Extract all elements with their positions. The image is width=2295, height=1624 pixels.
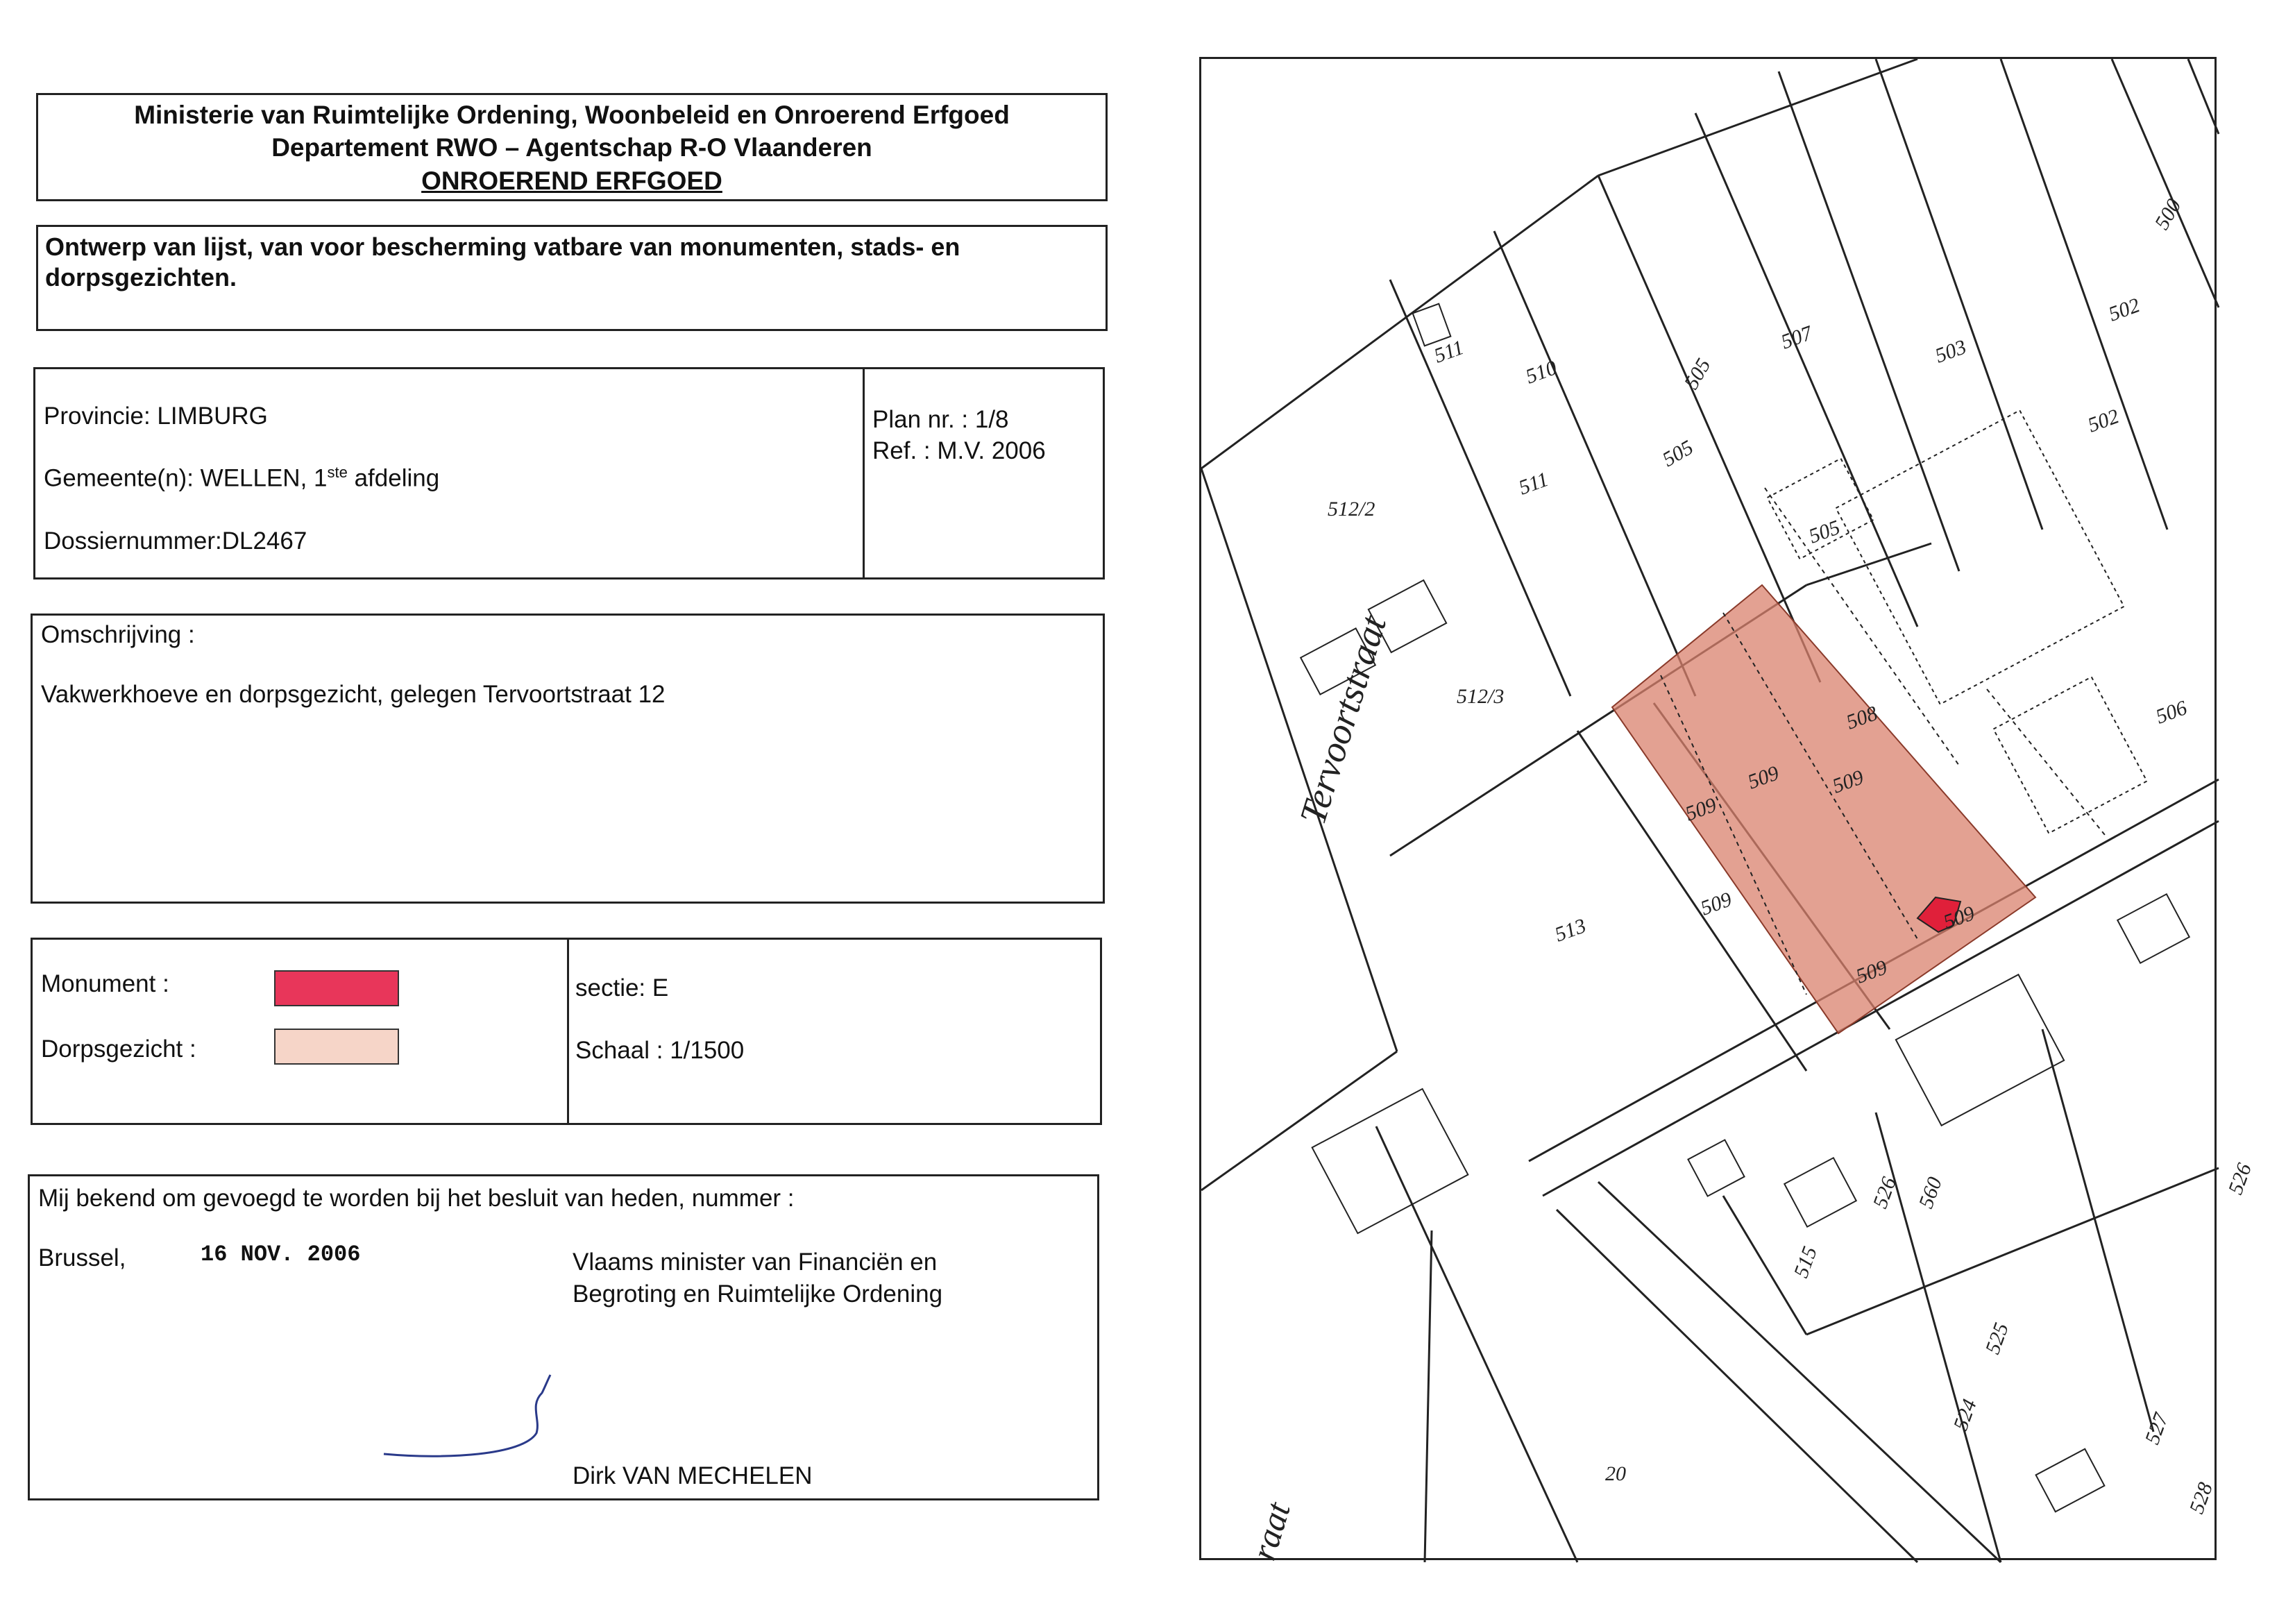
parcel-label: 502 bbox=[2085, 405, 2122, 437]
legend-divider bbox=[567, 940, 569, 1123]
parcel-label: 503 bbox=[1932, 335, 1970, 368]
approval-date: 16 NOV. 2006 bbox=[201, 1242, 361, 1267]
minister-line-1: Vlaams minister van Financiën en bbox=[573, 1249, 938, 1276]
parcel-label: 505 bbox=[1659, 435, 1697, 472]
parcel-label: 512/2 bbox=[1328, 498, 1375, 521]
approval-box bbox=[28, 1174, 1099, 1500]
parcel-label: 509 bbox=[1745, 761, 1782, 794]
parcel-label: 526 bbox=[2224, 1160, 2256, 1198]
monument-swatch bbox=[274, 970, 399, 1006]
parcel-label: 511 bbox=[1516, 467, 1552, 500]
minister-line-2: Begroting en Ruimtelijke Ordening bbox=[573, 1280, 943, 1308]
parcel-label: 507 bbox=[1778, 321, 1815, 354]
header-box bbox=[36, 93, 1108, 201]
parcel-label: 20 bbox=[1605, 1462, 1626, 1485]
parcel-label: 528 bbox=[2185, 1479, 2217, 1517]
parcel-label: 524 bbox=[1949, 1396, 1981, 1434]
parcel-label: 525 bbox=[1981, 1319, 2013, 1357]
minister-name: Dirk VAN MECHELEN bbox=[573, 1462, 813, 1489]
parcel-label: 509 bbox=[1940, 902, 1978, 934]
omschrijving-label: Omschrijving : bbox=[41, 621, 195, 648]
approval-intro: Mij bekend om gevoegd te worden bij het besluit van heden, nummer : bbox=[38, 1185, 795, 1212]
parcel-label: 560 bbox=[1914, 1174, 1947, 1212]
parcel-label: 515 bbox=[1789, 1243, 1822, 1281]
omschrijving-text: Vakwerkhoeve en dorpsgezicht, gelegen Tervoortstraat 12 bbox=[41, 681, 666, 708]
gemeente-field: Gemeente(n): WELLEN, 1ste afdeling bbox=[44, 464, 440, 492]
parcel-label: 512/3 bbox=[1457, 685, 1505, 708]
reference: Ref. : M.V. 2006 bbox=[872, 437, 1046, 464]
ministry-name: Ministerie van Ruimtelijke Ordening, Woonbeleid en Onroerend Erfgoed bbox=[134, 101, 1010, 129]
street-name-lower: raat bbox=[1243, 1498, 1298, 1565]
sectie-field: sectie: E bbox=[575, 974, 669, 1001]
monument-label: Monument : bbox=[41, 970, 169, 997]
map-drawing bbox=[1201, 59, 2256, 1565]
signature bbox=[363, 1350, 613, 1468]
dorpsgezicht-swatch bbox=[274, 1029, 399, 1065]
title-line-1: Ontwerp van lijst, van voor bescherming vatbare van monumenten, stads- en bbox=[45, 232, 960, 261]
parcel-label: 505 bbox=[1806, 516, 1843, 548]
title-line-2: dorpsgezichten. bbox=[45, 263, 237, 291]
parcel-label: 509 bbox=[1829, 766, 1867, 798]
parcel-label: 509 bbox=[1853, 956, 1890, 988]
cadastral-map bbox=[1199, 57, 2256, 1565]
agency-name: ONROEREND ERFGOED bbox=[421, 167, 722, 195]
parcel-label: 527 bbox=[2140, 1410, 2173, 1448]
schaal-field: Schaal : 1/1500 bbox=[575, 1037, 745, 1064]
legend-box bbox=[31, 938, 1102, 1125]
dorpsgezicht-label: Dorpsgezicht : bbox=[41, 1035, 196, 1063]
approval-city: Brussel, bbox=[38, 1244, 126, 1271]
parcel-label: 502 bbox=[2106, 294, 2143, 326]
info-divider bbox=[863, 369, 865, 577]
parcel-label: 506 bbox=[2153, 696, 2190, 729]
parcel-label: 510 bbox=[1523, 356, 1560, 389]
parcel-label: 505 bbox=[1679, 355, 1716, 394]
parcel-label: 511 bbox=[1431, 335, 1467, 368]
title-box bbox=[36, 225, 1108, 331]
parcel-label: 509 bbox=[1697, 888, 1735, 920]
parcel-label: 508 bbox=[1843, 702, 1881, 734]
street-name-tervoortstraat: Tervoortstraat bbox=[1292, 611, 1395, 829]
omschrijving-box bbox=[31, 614, 1105, 904]
department-name: Departement RWO – Agentschap R-O Vlaanderen bbox=[271, 133, 872, 162]
plan-number: Plan nr. : 1/8 bbox=[872, 406, 1009, 433]
info-box bbox=[33, 367, 1105, 580]
dossier-field: Dossiernummer:DL2467 bbox=[44, 527, 307, 555]
parcel-label: 513 bbox=[1552, 914, 1589, 947]
parcel-label: 500 bbox=[2150, 195, 2186, 234]
parcel-label: 509 bbox=[1682, 793, 1720, 826]
provincie-field: Provincie: LIMBURG bbox=[44, 403, 268, 430]
parcel-label: 526 bbox=[1868, 1174, 1901, 1212]
